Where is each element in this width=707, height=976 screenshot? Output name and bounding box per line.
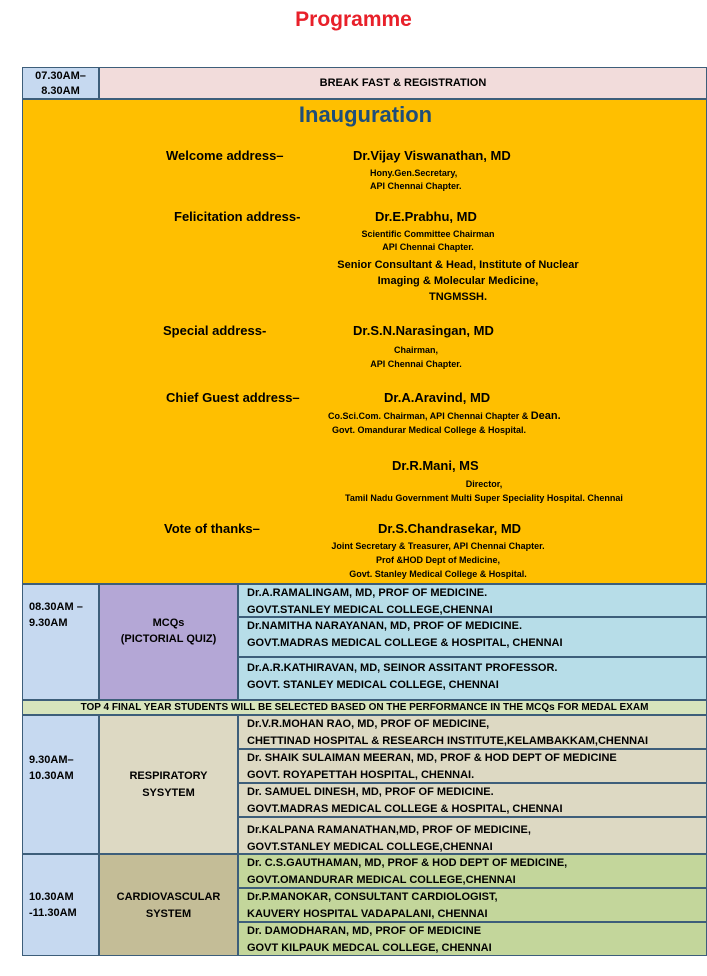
respiratory-speaker-2: Dr. SHAIK SULAIMAN MEERAN, MD, PROF & HOD DEPT OF MEDICINE GOVT. ROYAPETTAH HOSPITAL, CHENNAI. <box>238 749 707 783</box>
special-name: Dr.S.N.Narasingan, MD <box>353 323 494 338</box>
welcome-name: Dr.Vijay Viswanathan, MD <box>353 148 511 163</box>
chief-guest-name: Dr.A.Aravind, MD <box>384 390 491 405</box>
felicitation-name: Dr.E.Prabhu, MD <box>375 209 477 224</box>
cardio-speaker-2: Dr.P.MANOKAR, CONSULTANT CARDIOLOGIST, KAUVERY HOSPITAL VADAPALANI, CHENNAI <box>238 888 707 922</box>
special-details: Chairman, API Chennai Chapter. <box>370 345 462 369</box>
welcome-details: Hony.Gen.Secretary, API Chennai Chapter. <box>370 168 462 191</box>
mcq-time: 08.30AM – 9.30AM <box>22 584 99 700</box>
chief-guest-label: Chief Guest address– <box>166 390 300 405</box>
felicitation-details-2: Senior Consultant & Head, Institute of Nuclear Imaging & Molecular Medicine, TNGMSSH. <box>337 259 579 303</box>
cardio-time: 10.30AM -11.30AM <box>22 854 99 956</box>
mcq-speaker-1: Dr.A.RAMALINGAM, MD, PROF OF MEDICINE. GOVT.STANLEY MEDICAL COLLEGE,CHENNAI <box>238 584 707 617</box>
felicitation-details: Scientific Committee Chairman API Chennai Chapter. <box>361 229 495 252</box>
cardio-topic: CARDIOVASCULAR SYSTEM <box>99 854 238 956</box>
chief-guest-details-2: Govt. Omandurar Medical College & Hospital. <box>332 425 527 435</box>
page-title: Programme <box>295 8 412 31</box>
vote-name: Dr.S.Chandrasekar, MD <box>378 521 522 536</box>
respiratory-speaker-1: Dr.V.R.MOHAN RAO, MD, PROF OF MEDICINE, CHETTINAD HOSPITAL & RESEARCH INSTITUTE,KELAMBAKKAM,CHENNAI <box>238 715 707 749</box>
mcq-topic: MCQs (PICTORIAL QUIZ) <box>99 584 238 700</box>
inauguration-block <box>22 99 707 584</box>
vote-label: Vote of thanks– <box>164 521 260 536</box>
mcq-speaker-3: Dr.A.R.KATHIRAVAN, MD, SEINOR ASSITANT PROFESSOR. GOVT. STANLEY MEDICAL COLLEGE, CHENNAI <box>238 657 707 700</box>
mcq-speaker-2: Dr.NAMITHA NARAYANAN, MD, PROF OF MEDICINE. GOVT.MADRAS MEDICAL COLLEGE & HOSPITAL, CHENNAI <box>238 617 707 657</box>
respiratory-topic: RESPIRATORY SYSYTEM <box>99 715 238 854</box>
cardio-speaker-1: Dr. C.S.GAUTHAMAN, MD, PROF & HOD DEPT OF MEDICINE, GOVT.OMANDURAR MEDICAL COLLEGE,CHENNAI <box>238 854 707 888</box>
breakfast-label: BREAK FAST & REGISTRATION <box>99 67 707 99</box>
respiratory-speaker-3: Dr. SAMUEL DINESH, MD, PROF OF MEDICINE. GOVT.MADRAS MEDICAL COLLEGE & HOSPITAL, CHENNAI <box>238 783 707 817</box>
cardio-speaker-3: Dr. DAMODHARAN, MD, PROF OF MEDICINE GOVT KILPAUK MEDCAL COLLEGE, CHENNAI <box>238 922 707 956</box>
respiratory-time: 9.30AM– 10.30AM <box>22 715 99 854</box>
breakfast-time: 07.30AM– 8.30AM <box>22 67 99 99</box>
mani-name: Dr.R.Mani, MS <box>392 458 479 473</box>
mani-details: Director, Tamil Nadu Government Multi Super Speciality Hospital. Chennai <box>345 479 623 503</box>
felicitation-label: Felicitation address- <box>174 209 301 224</box>
chief-guest-details: Co.Sci.Com. Chairman, API Chennai Chapter & Dean. <box>328 410 561 422</box>
inauguration-heading: Inauguration <box>298 102 433 127</box>
special-label: Special address- <box>163 323 267 338</box>
vote-details: Joint Secretary & Treasurer, API Chennai Chapter. Prof &HOD Dept of Medicine, Govt. Stanley Medical College & Hospital. <box>331 541 545 579</box>
medal-notice: TOP 4 FINAL YEAR STUDENTS WILL BE SELECTED BASED ON THE PERFORMANCE IN THE MCQs FOR MEDAL EXAM <box>22 700 707 715</box>
welcome-label: Welcome address– <box>166 148 284 163</box>
respiratory-speaker-4: Dr.KALPANA RAMANATHAN,MD, PROF OF MEDICINE, GOVT.STANLEY MEDICAL COLLEGE,CHENNAI <box>238 817 707 854</box>
